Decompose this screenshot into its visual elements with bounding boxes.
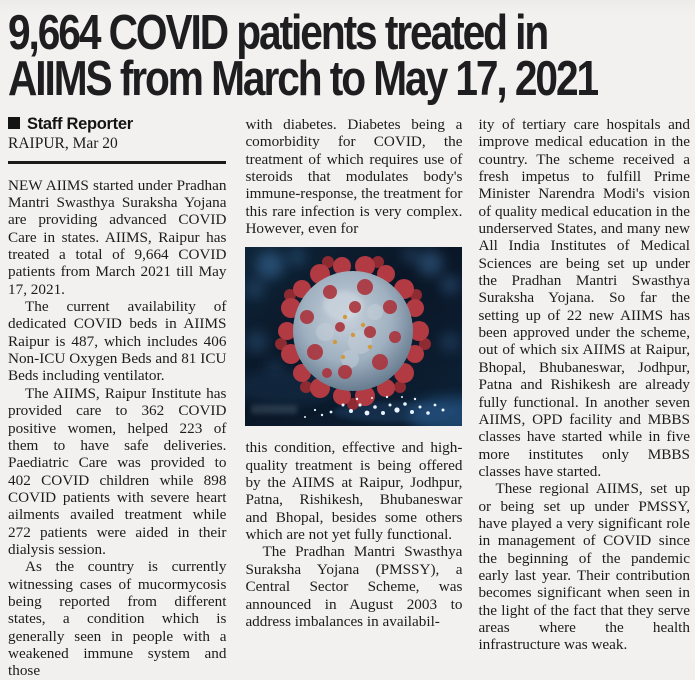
dateline: RAIPUR, Mar 20 [8,135,118,153]
paragraph-3: The AIIMS, Raipur Institute has provided care to 362 COVID positive women, helped 223 of them to have safe deliveries. Paediatric Care was provided to 402 COVID children while 898 COVID patients with severe heart ailments availed treatment while 272 patients were aided in their dialysis session. [8,384,227,558]
paragraph-4: As the country is currently witnessing cases of mucormycosis being reported from different states, a condition which is generally seen in people with a weakened immune system and those [8,558,227,680]
headline-line-2: AIIMS from March to May 17, 2021 [8,52,598,106]
byline-block [8,116,226,164]
column-1 [8,116,226,680]
column-2 [245,116,462,680]
column-3 [478,116,690,680]
paragraph-7: The Pradhan Mantri Swasthya Suraksha Yojana (PMSSY), a Central Sector Scheme, was announced in August 2003 to address imbalances in availabil- [245,543,463,630]
byline-rule [8,161,226,164]
headline-line-1: 9,664 COVID patients treated in [8,6,548,60]
paragraph-5: with diabetes. Diabetes being a comorbidity for COVID, the treatment of which requires use of steroids that modulates body's immune-response, the treatment for this rare infection is very complex. However, even for [245,116,463,238]
byline [8,116,226,133]
paragraph-6: this condition, effective and high-quality treatment is being offered by the AIIMS at Raipur, Jodhpur, Patna, Rishikesh, Bhubaneswar and Bhopal, besides some others which are not yet fully functional. [245,439,463,544]
byline-reporter: Staff Reporter [27,115,133,133]
paragraph-9: These regional AIIMS, set up or being set up under PMSSY, have played a very significant role in management of COVID since the beginning of the pandemic early last year. Their contribution becomes significant when seen in the light of the fact that they serve areas where the health infrastructure was weak. [478,480,690,654]
paragraph-1: NEW AIIMS started under Pradhan Mantri Swasthya Suraksha Yojana are providing advanced COVID Care in states. AIIMS, Raipur has treated a total of 9,664 COVID patients from March 2021 till May 17, 2021. [8,176,227,298]
paragraph-8: ity of tertiary care hospitals and improve medical education in the country. The scheme received a fresh impetus to fulfill Prime Minister Narendra Modi's vision of quality medical education in the underserved States, and many new All India Institutes of Medical Sciences are being set up under the Pradhan Mantri Swasthya Suraksha Yojana. So far the setting up of 22 new AIIMS has been approved under the scheme, out of which six AIIMS at Raipur, Bhopal, Bhubaneswar, Jodhpur, Patna and Rishikesh are already fully functional. In another seven AIIMS, OPD facility and MBBS classes have started while in five more institutes only MBBS classes have started. [478,116,690,480]
coronavirus-photo [245,247,462,426]
article-columns [8,116,690,680]
article-headline [8,6,695,106]
paragraph-2: The current availability of dedicated COVID beds in AIIMS Raipur is 487, which includes 406 Non-ICU Oxygen Beds and 81 ICU Beds including ventilator. [8,298,227,385]
byline-square-icon [8,117,20,129]
coronavirus-image [245,247,462,426]
